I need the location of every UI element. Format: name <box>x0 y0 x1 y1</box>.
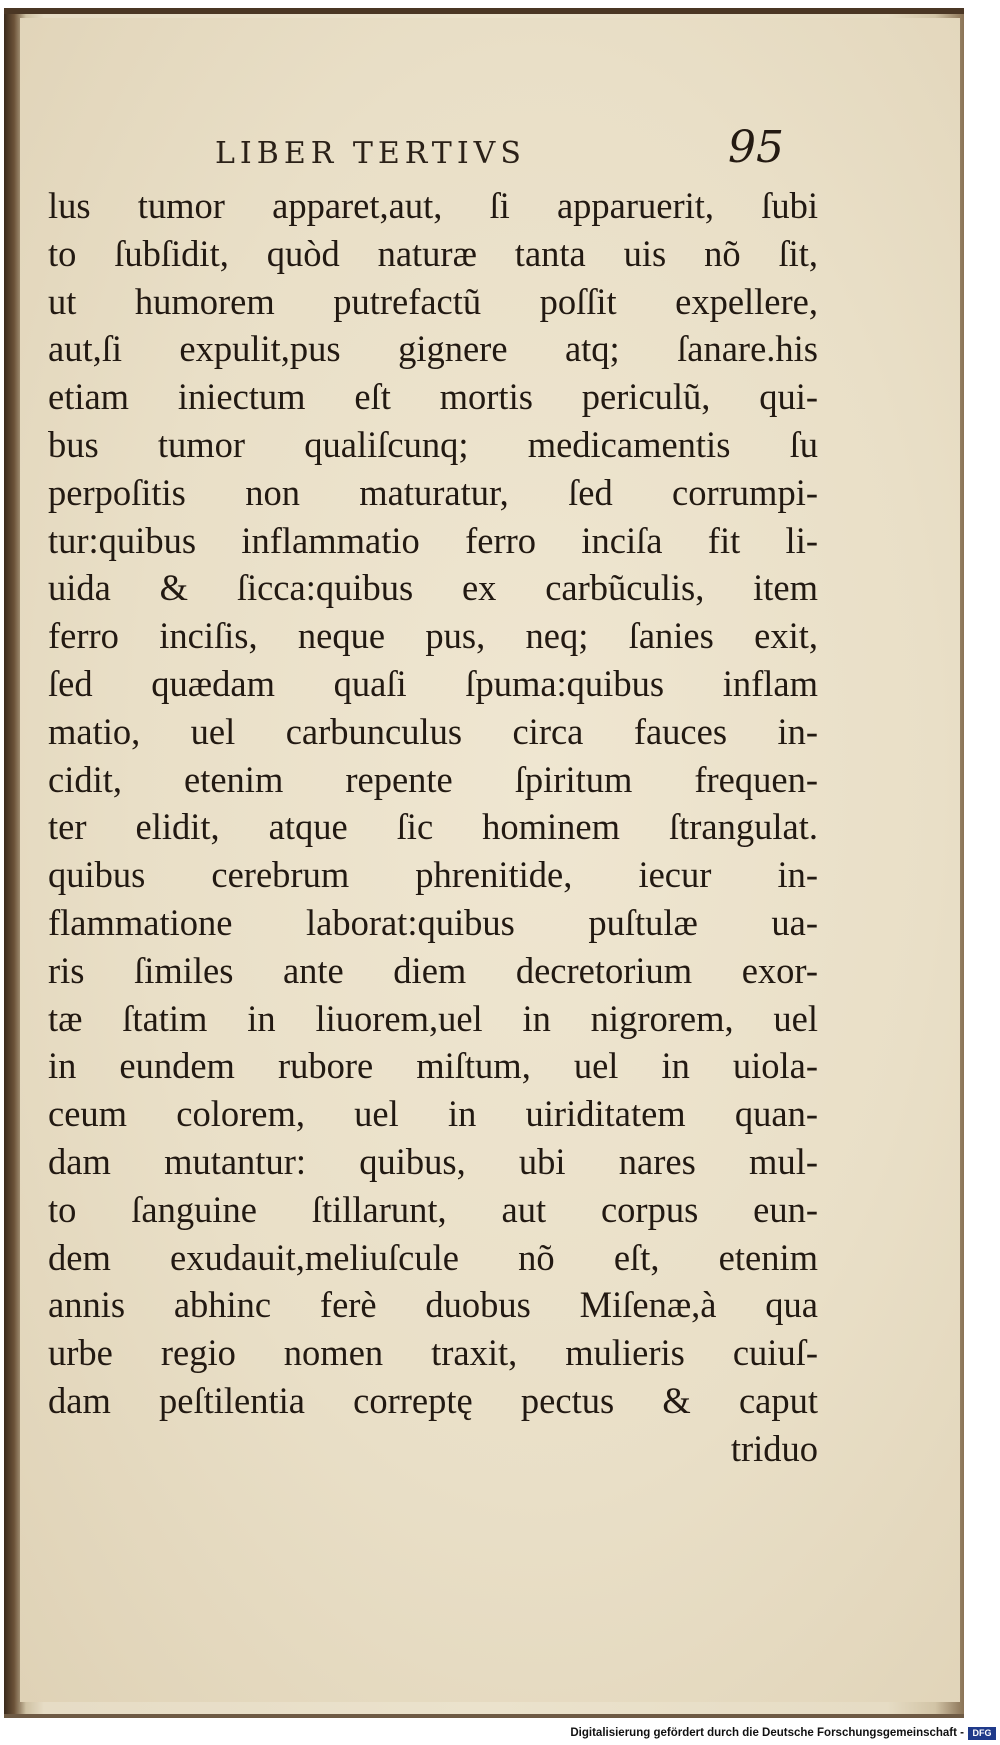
text-line: to ſanguine ſtillarunt, aut corpus eun- <box>48 1188 818 1230</box>
text-line: ut humorem putrefactũ poſſit expellere, <box>48 280 818 322</box>
text-line: ferro inciſis, neque pus, neq; ſanies exit, <box>48 615 818 657</box>
text-line: to ſubſidit, quòd naturæ tanta uis nõ ſit, <box>48 232 818 274</box>
text-line: ceum colorem, uel in uiriditatem quan- <box>48 1093 818 1135</box>
text-line: dam mutantur: quibus, ubi nares mul- <box>48 1140 818 1182</box>
text-line: uida & ſicca:quibus ex carbũculis, item <box>48 567 818 609</box>
footer-strip <box>0 1724 1000 1745</box>
text-line: perpoſitis non maturatur, ſed corrumpi- <box>48 471 818 513</box>
funding-notice: Digitalisierung gefördert durch die Deutsche Forschungsgemeinschaft - <box>570 1727 964 1739</box>
text-line: in eundem rubore miſtum, uel in uiola- <box>48 1045 818 1087</box>
text-line: tæ ſtatim in liuorem,uel in nigrorem, uel <box>48 997 818 1039</box>
text-line: dem exudauit,meliuſcule nõ eſt, etenim <box>48 1236 818 1278</box>
text-line: tur:quibus inflammatio ferro inciſa fit li- <box>48 519 818 561</box>
text-line: triduo <box>730 1427 818 1469</box>
text-line: flammatione laborat:quibus puſtulæ ua- <box>48 901 818 943</box>
text-line: ter elidit, atque ſic hominem ſtrangulat. <box>48 806 818 848</box>
text-line: ris ſimiles ante diem decretorium exor- <box>48 949 818 991</box>
text-line: urbe regio nomen traxit, mulieris cuiuſ- <box>48 1332 818 1374</box>
text-line: ſed quædam quaſi ſpuma:quibus inflam <box>48 662 818 704</box>
text-line: lus tumor apparet,aut, ſi apparuerit, ſubi <box>48 185 818 226</box>
text-line: matio, uel carbunculus circa fauces in- <box>48 710 818 752</box>
dfg-logo: DFG <box>968 1727 996 1740</box>
text-line: cidit, etenim repente ſpiritum frequen- <box>48 758 818 800</box>
text-line: bus tumor qualiſcunq; medicamentis ſu <box>48 423 818 465</box>
text-line: dam peſtilentia correptę pectus & caput <box>48 1379 818 1421</box>
text-line: annis abhinc ferè duobus Miſenæ,à qua <box>48 1284 818 1326</box>
text-line: aut,ſi expulit,pus gignere atq; ſanare.his <box>48 328 818 370</box>
text-line: etiam iniectum eſt mortis periculũ, qui- <box>48 376 818 418</box>
text-line: quibus cerebrum phrenitide, iecur in- <box>48 854 818 896</box>
page-number: 95 <box>728 122 784 173</box>
running-head: LIBER TERTIVS <box>215 136 526 171</box>
body-text <box>48 182 818 1473</box>
